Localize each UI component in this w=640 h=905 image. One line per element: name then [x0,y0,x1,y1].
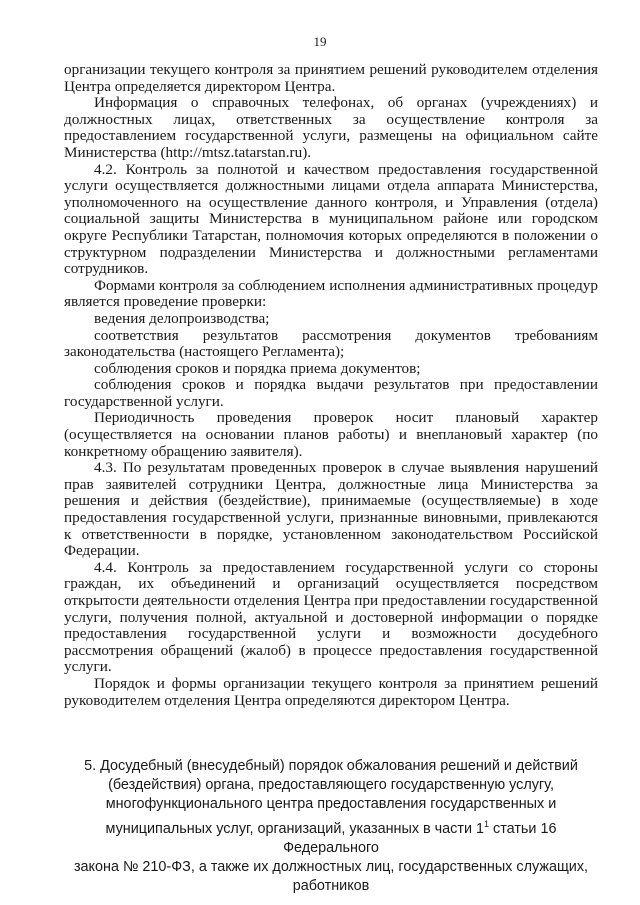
list-item: соблюдения сроков и порядка приема документов; [94,359,421,377]
paragraph: Формами контроля за соблюдением исполнения административных процедур является проведение проверки: [64,276,598,311]
paragraph: 4.4. Контроль за предоставлением государственной услуги со стороны граждан, их объединений и организаций осуществляется посредством открытости деятельности отделения Центра при предоставлении государственной услуги, получения полной, актуальной и достоверной информации о порядке предоставления государственной услуги и возможности досудебного рассмотрения обращений (жалоб) в процессе предоставления государственной услуги. [64,558,598,676]
paragraph: 4.2. Контроль за полнотой и качеством предоставления государственной услуги осуществляется должностными лицами отдела аппарата Министерства, уполномоченного на осуществление данного контроля, и Управления (отдела) социальной защиты Министерства в муниципальном районе или городском округе Республики Татарстан, полномочия которых определяются в положении о структурном подразделении Министерства и должностными регламентами сотрудников. [64,160,598,278]
heading-line: многофункционального центра предоставления государственных и [105,796,557,813]
heading-line: закона № 210-ФЗ, а также их должностных лиц, государственных служащих, [73,859,589,876]
heading-line: 5. Досудебный (внесудебный) порядок обжалования решений и действий [84,758,578,774]
body-text [64,62,598,709]
paragraph: Информация о справочных телефонах, об органах (учреждениях) и должностных лицах, ответственных за осуществление контроля за предоставлением государственной услуги, размещены на официальном сайте Министерства (http://mtsz.tatarstan.ru). [64,94,598,161]
list-item: ведения делопроизводства; [94,309,270,327]
heading-line: (бездействия) органа, предоставляющего государственную услугу, [108,777,554,794]
paragraph: организации текущего контроля за принятием решений руководителем отделения Центра определяется директором Центра. [64,61,598,95]
heading-line [64,815,598,858]
superscript: 1 [484,818,490,829]
heading-text: муниципальных услуг, организаций, указанных в части 1 [105,820,485,837]
list-item: соблюдения сроков и порядка выдачи результатов при предоставлении государственной услуги. [64,376,598,410]
section-heading [64,757,598,896]
paragraph: Периодичность проведения проверок носит плановый характер (осуществляется на основании планов работы) и внеплановый характер (по конкретному обращению заявителя). [64,409,598,460]
list-item: соответствия результатов рассмотрения документов требованиям законодательства (настоящего Регламента); [64,326,598,361]
heading-line: работников [292,878,370,895]
paragraph: Порядок и формы организации текущего контроля за принятием решений руководителем отделения Центра определяются директором Центра. [64,674,598,709]
heading-text: статьи 16 Федерального [283,820,557,856]
page-number: 19 [313,34,327,49]
paragraph: 4.3. По результатам проведенных проверок в случае выявления нарушений прав заявителей сотрудники Центра, должностные лица Министерства за решения и действия (бездействие), принимаемые (осуществляемые) в ходе предоставления государственной услуги, признанные виновными, привлекаются к ответственности в порядке, установленном законодательством Российской Федерации. [64,459,598,560]
